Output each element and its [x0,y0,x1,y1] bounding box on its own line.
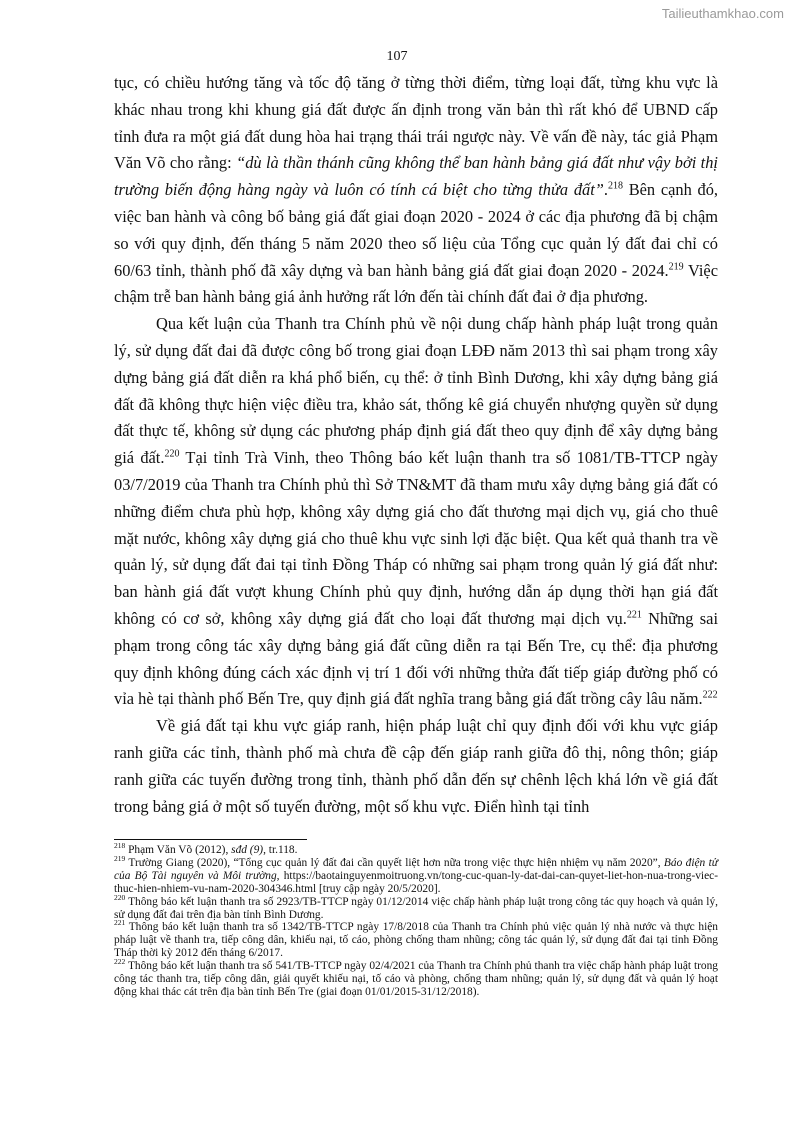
text-run: . [603,180,608,200]
footnote-ref-219[interactable]: 219 [668,261,684,273]
footnote-number: 219 [114,854,126,864]
body-text [114,70,718,820]
quote: “dù là thần thánh cũng không thể ban hành bảng giá đất như vậy bởi thị trường biến động hàng ngày và luôn có tính cá biệt cho từng thửa đất” [114,153,718,200]
footnote-221 [114,918,718,960]
footnote-text: Trường Giang (2020), “Tổng cục quản lý đất đai cần quyết liệt hơn nữa trong việc thực hiện nhiệm vụ năm 2020”, [125,856,664,869]
footnote-ref-218[interactable]: 218 [608,180,623,192]
footnote-citation: sđd (9) [231,844,264,856]
footnote-text: Thông báo kết luận thanh tra số 1342/TB-TTCP ngày 17/8/2018 của Thanh tra Chính phủ việc quản lý nhà nước và thực hiện pháp luật về thanh tra, tiếp công dân, khiếu nại, tố cáo, phòng chống tham nhũng; công tác quản lý, sử dụng đất đai tại tỉnh Đồng Tháp thời kỳ 2012 đến tháng 6/2017. [114,921,718,960]
text-run: Tại tỉnh Trà Vinh, theo Thông báo kết luận thanh tra số 1081/TB-TTCP ngày 03/7/2019 của Thanh tra Chính phủ thì Sở TN&MT đã tham mưu xây dựng bảng giá đất có những điểm chưa phù hợp, không xây dựng giá cho đất thương mại dịch vụ, giá cho thuê mặt nước, không xây dựng giá cho thuê khu vực sinh lợi đặc biệt. Qua kết quả thanh tra về quản lý, sử dụng đất đai tại tỉnh Đồng Tháp có những sai phạm trong quản lý giá đất như: ban hành giá đất vượt khung Chính phủ quy định, hướng dẫn áp dụng thời hạn giá đất không có cơ sở, không xây dựng giá đất cho loại đất thương mại dịch vụ. [114,448,718,628]
footnote-number: 222 [114,957,126,967]
footnote-divider [114,839,307,840]
text-run: Bên cạnh đó, việc ban hành và công bố bảng giá đất giai đoạn 2020 - 2024 ở các địa phương đã bị chậm so với quy định, đến tháng 5 năm 2020 theo số liệu của Tổng cục quản lý đất đai chỉ có 60/63 tỉnh, thành phố đã xây dựng và ban hành bảng giá đất giai đoạn 2020 - 2024. [114,180,718,280]
footnotes [114,841,719,999]
footnote-text: , tr.118. [263,844,298,856]
footnote-source: Báo điện tử của Bộ Tài nguyên và Môi trường, [114,856,718,882]
footnote-ref-220[interactable]: 220 [164,448,180,460]
footnote-text: Phạm Văn Võ (2012), [125,844,232,856]
footnote-ref-221[interactable]: 221 [626,609,642,621]
paragraph-2 [114,311,718,713]
footnote-text: Thông báo kết luận thanh tra số 2923/TB-TTCP ngày 01/12/2014 việc chấp hành pháp luật trong công tác quy hoạch và quản lý, sử dụng đất đai trên địa bàn tỉnh Bình Dương. [114,895,718,921]
footnote-220 [114,892,718,922]
footnote-number: 220 [114,892,126,902]
footnote-222 [114,957,718,999]
text-run: Việc chậm trễ ban hành bảng giá ảnh hưởng rất lớn đến tài chính đất đai ở địa phương. [114,260,718,307]
watermark: Tailieuthamkhao.com [661,6,784,21]
page-number: 107 [386,49,408,64]
text-run: Qua kết luận của Thanh tra Chính phủ về nội dung chấp hành pháp luật trong quản lý, sử dụng đất đai đã được công bố trong giai đoạn LĐĐ năm 2013 thì sai phạm trong xây dựng bảng giá đất diễn ra khá phổ biến, cụ thể: ở tỉnh Bình Dương, khi xây dựng bảng giá đất đã không thực hiện việc điều tra, khảo sát, thống kê giá chuyển nhượng quyền sử dụng đất thực tế, không sử dụng các phương pháp định giá đất theo quy định để xây dựng bảng giá đất. [114,314,718,468]
footnote-number: 221 [114,918,126,928]
paragraph-1 [114,70,718,311]
paragraph-3: Về giá đất tại khu vực giáp ranh, hiện pháp luật chỉ quy định đối với khu vực giáp ranh giữa các tỉnh, thành phố mà chưa đề cập đến giáp ranh giữa đô thị, nông thôn; giáp ranh giữa các tuyến đường trong tỉnh, thành phố dẫn đến sự chênh lệch khá lớn về giá đất trong bảng giá ở một số tuyến đường, một số khu vực. Điển hình tại tỉnh [114,716,718,816]
footnote-number: 218 [114,841,126,851]
footnote-ref-222[interactable]: 222 [702,689,718,701]
footnote-link[interactable]: https://baotainguyenmoitruong.vn/tong-cuc-quan-ly-dat-dai-can-quyet-liet-hon-nua-trong-viec-thuc-hien-nhiem-vu-nam-2020-304346.html [truy cập ngày 20/5/2020]. [114,869,719,895]
footnote-text: Thông báo kết luận thanh tra số 541/TB-TTCP ngày 02/4/2021 của Thanh tra Chính phủ thanh tra việc chấp hành pháp luật trong công tác thanh tra, tiếp công dân, giải quyết khiếu nại, tố cáo và phòng, chống tham nhũng; quản lý, sử dụng đất và quản lý hoạt động khai thác cát trên địa bàn tỉnh Bến Tre (giai đoạn 01/01/2015-31/12/2018). [114,960,718,998]
footnote-219 [114,854,719,896]
text-run: tục, có chiều hướng tăng và tốc độ tăng ở từng thời điểm, từng loại đất, từng khu vực là khác nhau trong khi khung giá đất được ấn định trong văn bản thì rất khó để UBND cấp tỉnh đưa ra một giá đất dung hòa hai trạng thái trái ngược này. Về vấn đề này, tác giả Phạm Văn Võ cho rằng: [114,73,718,173]
footnote-218 [114,841,718,857]
text-run: Những sai phạm trong công tác xây dựng bảng giá đất cũng diễn ra tại Bến Tre, cụ thể: địa phương quy định không đúng cách xác định vị trí 1 đối với những thửa đất tiếp giáp đường phố có vỉa hè tại thành phố Bến Tre, quy định giá đất nghĩa trang bằng giá đất trồng cây lâu năm. [114,608,718,709]
